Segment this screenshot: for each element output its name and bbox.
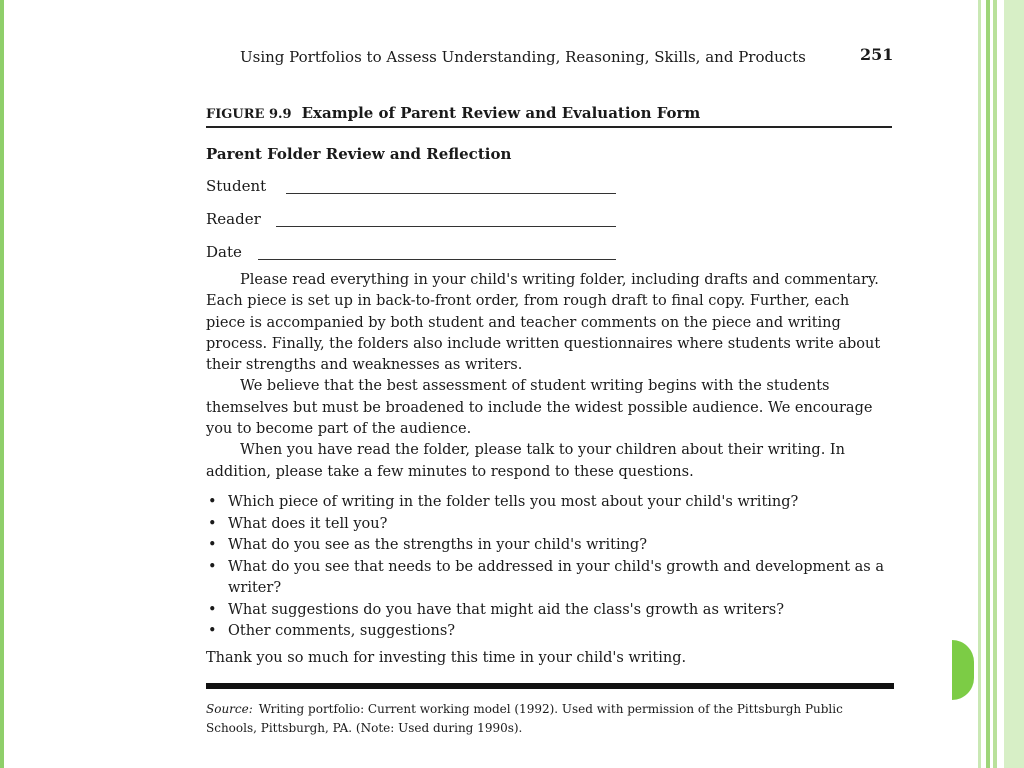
slide-right-stripes bbox=[978, 0, 1024, 768]
top-rule bbox=[206, 126, 892, 128]
running-head: Using Portfolios to Assess Understanding, Reasoning, Skills, and Products bbox=[240, 48, 806, 66]
question-item: • Which piece of writing in the folder tells you most about your child's writing? bbox=[206, 492, 890, 514]
date-field-label: Date bbox=[206, 243, 242, 261]
bottom-rule bbox=[206, 683, 894, 689]
page-number: 251 bbox=[860, 45, 894, 64]
paragraph: We believe that the best assessment of student writing begins with the students themselves but must be broadened to include the widest possible audience. We encourage you to become part of the audience. bbox=[206, 378, 873, 438]
question-list bbox=[206, 492, 890, 643]
slide-accent-half-circle bbox=[952, 640, 974, 700]
stripe bbox=[993, 0, 997, 768]
reader-field-label: Reader bbox=[206, 210, 261, 228]
stripe bbox=[978, 0, 981, 768]
stripe bbox=[1004, 0, 1024, 768]
date-field-line bbox=[258, 259, 616, 260]
question-item: • What do you see that needs to be addressed in your child's growth and development as a writer? bbox=[206, 557, 890, 600]
question-item: • What does it tell you? bbox=[206, 514, 890, 536]
question-item: • What suggestions do you have that might aid the class's growth as writers? bbox=[206, 600, 890, 622]
scanned-page bbox=[206, 40, 896, 760]
paragraph: When you have read the folder, please talk to your children about their writing. In addition, please take a few minutes to respond to these questions. bbox=[206, 442, 845, 480]
slide-left-border bbox=[0, 0, 4, 768]
reader-field-line bbox=[276, 226, 616, 227]
paragraph: Please read everything in your child's writing folder, including drafts and commentary. Each piece is set up in back-to-front order, from rough draft to final copy. Further, each piece is accompanied by both student and teacher comments on the piece and writing process. Finally, the folders also include written questionnaires where students write about their strengths and weaknesses as writers. bbox=[206, 272, 881, 374]
form-title: Parent Folder Review and Reflection bbox=[206, 145, 512, 163]
student-field-line bbox=[286, 193, 616, 194]
figure-title bbox=[206, 104, 700, 122]
student-field-label: Student bbox=[206, 177, 267, 195]
stripe bbox=[986, 0, 990, 768]
figure-number: FIGURE 9.9 bbox=[206, 107, 292, 122]
figure-caption: Example of Parent Review and Evaluation Form bbox=[301, 104, 701, 122]
source-note bbox=[206, 700, 894, 738]
instructions-body bbox=[206, 270, 886, 483]
question-item: • Other comments, suggestions? bbox=[206, 621, 890, 643]
closing-line: Thank you so much for investing this time in your child's writing. bbox=[206, 650, 687, 666]
source-text: Writing portfolio: Current working model (1992). Used with permission of the Pittsburgh Public Schools, Pittsburgh, PA. (Note: Used during 1990s). bbox=[206, 702, 843, 735]
source-label: Source: bbox=[206, 702, 253, 716]
question-item: • What do you see as the strengths in your child's writing? bbox=[206, 535, 890, 557]
